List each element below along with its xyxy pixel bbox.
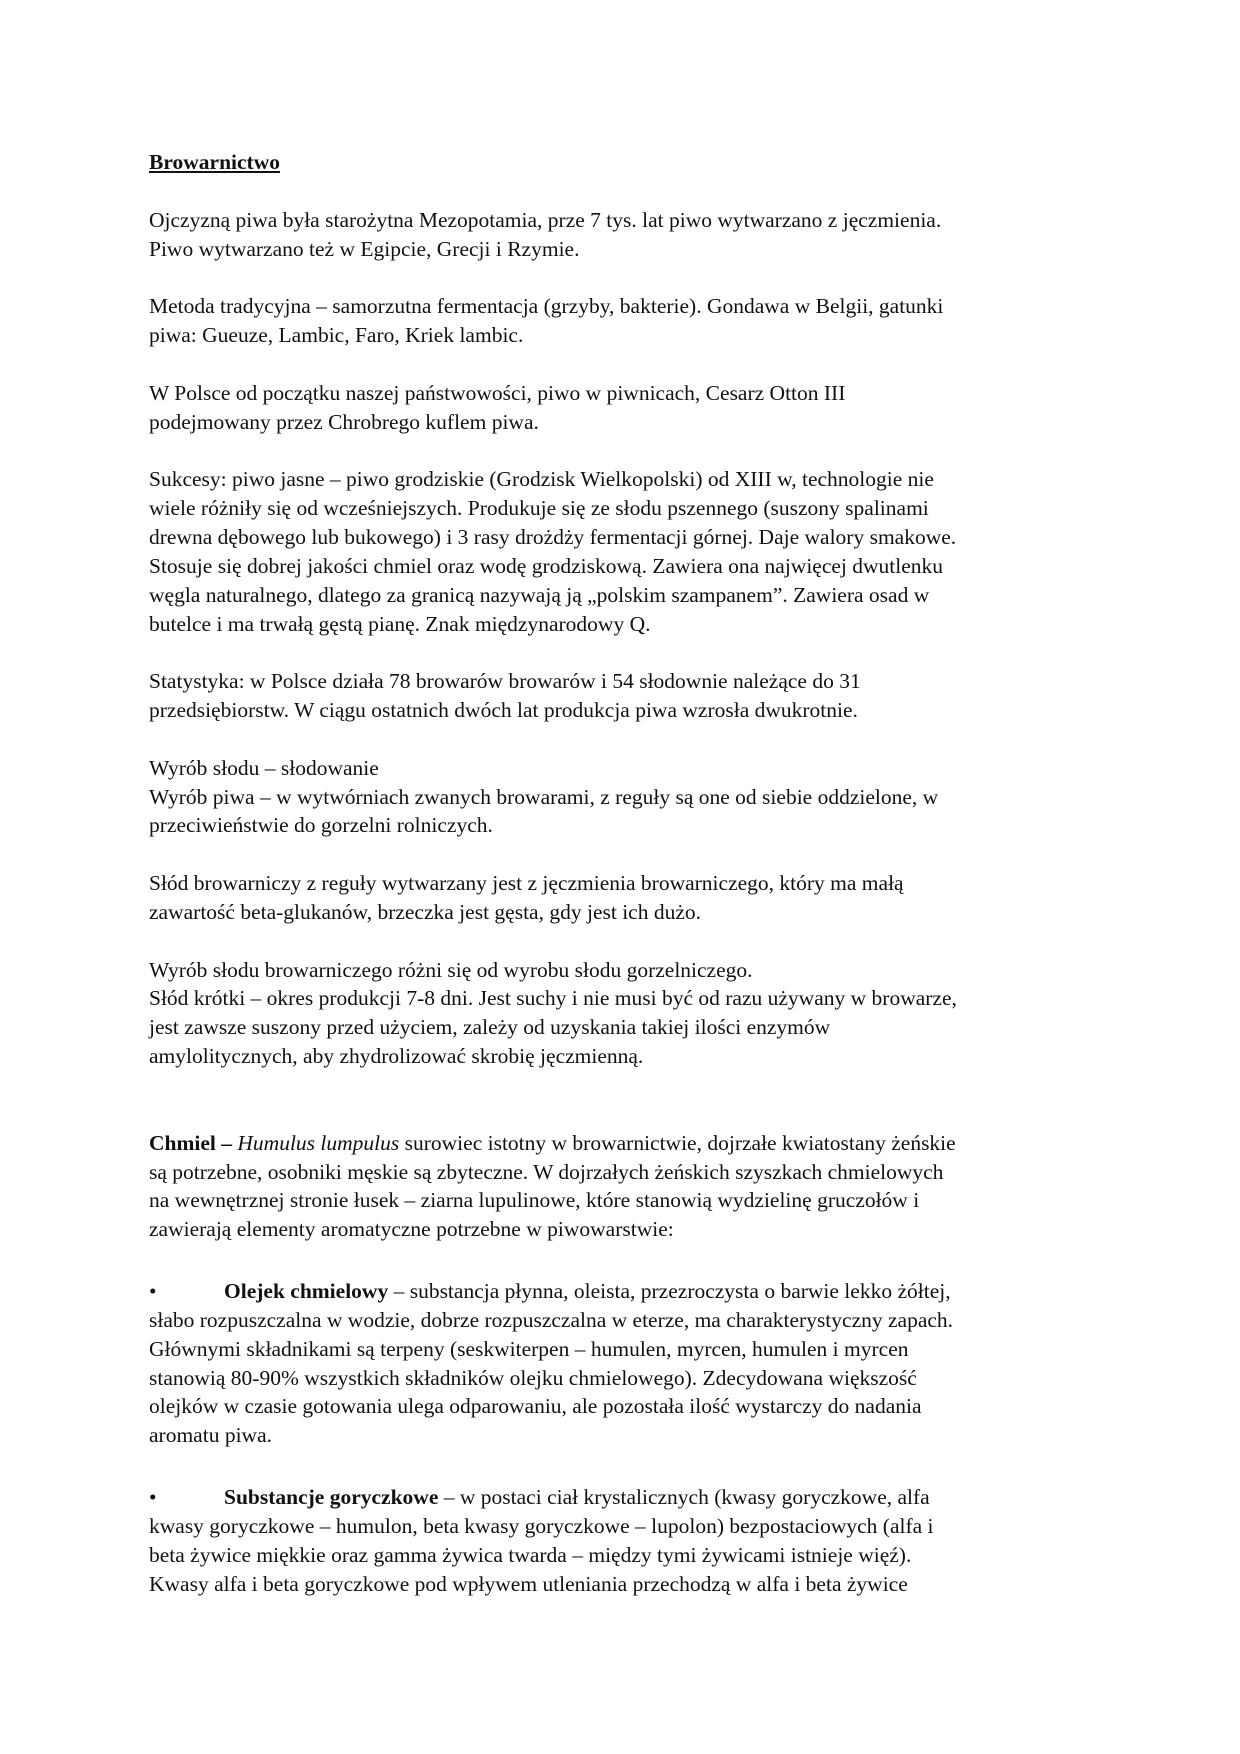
text-line: butelce i ma trwałą gęstą pianę. Znak międzynarodowy Q. [149, 611, 651, 636]
text-line: Słód browarniczy z reguły wytwarzany jest z jęczmienia browarniczego, który ma małą [149, 871, 904, 896]
paragraph-hops [149, 1129, 1149, 1244]
text-line: Słód krótki – okres produkcji 7-8 dni. Jest suchy i nie musi być od razu używany w browarze, [149, 986, 957, 1011]
bullet-hop-oil [149, 1277, 1149, 1450]
text-line: podejmowany przez Chrobrego kuflem piwa. [149, 409, 539, 434]
bullet-icon: • [149, 1485, 157, 1510]
text-line: Piwo wytwarzano też w Egipcie, Grecji i Rzymie. [149, 236, 580, 261]
text-line: Ojczyzną piwa była starożytna Mezopotamia, prze 7 tys. lat piwo wytwarzano z jęczmienia. [149, 207, 942, 232]
text-span: – w postaci ciał krystalicznych (kwasy goryczkowe, alfa [438, 1485, 930, 1510]
text-line: W Polsce od początku naszej państwowości, piwo w piwnicach, Cesarz Otton III [149, 380, 846, 405]
text-line: kwasy goryczkowe – humulon, beta kwasy goryczkowe – lupolon) bezpostaciowych (alfa i [149, 1513, 934, 1538]
text-line: Stosuje się dobrej jakości chmiel oraz wodę grodziskową. Zawiera ona najwięcej dwutlenku [149, 553, 944, 578]
text-line: na wewnętrznej stronie łusek – ziarna lupulinowe, które stanowią wydzielinę gruczołów i [149, 1188, 920, 1213]
text-line: drewna dębowego lub bukowego) i 3 rasy drożdży fermentacji górnej. Daje walory smakowe. [149, 524, 957, 549]
text-line: Statystyka: w Polsce działa 78 browarów browarów i 54 słodownie należące do 31 [149, 669, 861, 694]
text-line: zawierają elementy aromatyczne potrzebne w piwowarstwie: [149, 1217, 674, 1242]
document-title: Browarnictwo [149, 150, 280, 174]
text-line: olejków w czasie gotowania ulega odparowaniu, ale pozostała ilość wystarczy do nadania [149, 1394, 922, 1419]
paragraph-successes [149, 465, 1149, 638]
text-line: przedsiębiorstw. W ciągu ostatnich dwóch lat produkcja piwa wzrosła dwukrotnie. [149, 698, 858, 723]
paragraph-traditional-method [149, 292, 1149, 350]
bullet-bitter-substances [149, 1483, 1149, 1598]
text-line: stanowią 80-90% wszystkich składników olejku chmielowego). Zdecydowana większość [149, 1365, 917, 1390]
text-line: jest zawsze suszony przed użyciem, zależy od uzyskania takiej ilości enzymów [149, 1015, 831, 1040]
text-line [149, 1129, 1149, 1158]
text-line: Wyrób słodu – słodowanie [149, 755, 379, 780]
text-line [149, 1483, 1149, 1512]
bullet-term: Olejek chmielowy [224, 1279, 389, 1304]
text-line: Metoda tradycyjna – samorzutna fermentacja (grzyby, bakterie). Gondawa w Belgii, gatunki [149, 294, 944, 319]
paragraph-production [149, 754, 1149, 841]
paragraph-origin [149, 206, 1149, 264]
bullet-term: Substancje goryczkowe [224, 1485, 439, 1510]
paragraph-brewing-malt [149, 869, 1149, 927]
text-line: aromatu piwa. [149, 1423, 272, 1448]
paragraph-statistics [149, 667, 1149, 725]
document-page [149, 148, 1149, 1599]
text-line: Głównymi składnikami są terpeny (seskwiterpen – humulen, myrcen, humulen i myrcen [149, 1336, 909, 1361]
hops-latin-name: Humulus lumpulus [237, 1130, 400, 1155]
text-line [149, 1277, 1149, 1306]
text-line: Wyrób piwa – w wytwórniach zwanych browarami, z reguły są one od siebie oddzielone, w [149, 784, 939, 809]
text-line: Kwasy alfa i beta goryczkowe pod wpływem utleniania przechodzą w alfa i beta żywice [149, 1571, 908, 1596]
paragraph-poland-history [149, 379, 1149, 437]
text-span: – substancja płynna, oleista, przezroczysta o barwie lekko żółtej, [388, 1279, 951, 1304]
text-line: Sukcesy: piwo jasne – piwo grodziskie (Grodzisk Wielkopolski) od XIII w, technologie nie [149, 467, 934, 492]
text-line: słabo rozpuszczalna w wodzie, dobrze rozpuszczalna w eterze, ma charakterystyczny zapach. [149, 1307, 954, 1332]
bullet-icon: • [149, 1279, 157, 1304]
paragraph-malt-differences [149, 956, 1149, 1071]
text-line: beta żywice miękkie oraz gamma żywica twarda – między tymi żywicami istnieje więź). [149, 1542, 912, 1567]
text-span: surowiec istotny w browarnictwie, dojrzałe kwiatostany żeńskie [399, 1130, 956, 1155]
text-line: zawartość beta-glukanów, brzeczka jest gęsta, gdy jest ich dużo. [149, 899, 702, 924]
text-line: są potrzebne, osobniki męskie są zbyteczne. W dojrzałych żeńskich szyszkach chmielowych [149, 1159, 944, 1184]
text-line: wiele różniły się od wcześniejszych. Produkuje się ze słodu pszennego (suszony spalinami [149, 496, 929, 521]
text-line: przeciwieństwie do gorzelni rolniczych. [149, 813, 493, 838]
hops-term: Chmiel – [149, 1130, 238, 1155]
text-line: węgla naturalnego, dlatego za granicą nazywają ją „polskim szampanem”. Zawiera osad w [149, 582, 930, 607]
text-line: piwa: Gueuze, Lambic, Faro, Kriek lambic. [149, 323, 524, 348]
text-line: Wyrób słodu browarniczego różni się od wyrobu słodu gorzelniczego. [149, 957, 753, 982]
text-line: amylolitycznych, aby zhydrolizować skrobię jęczmienną. [149, 1044, 644, 1069]
